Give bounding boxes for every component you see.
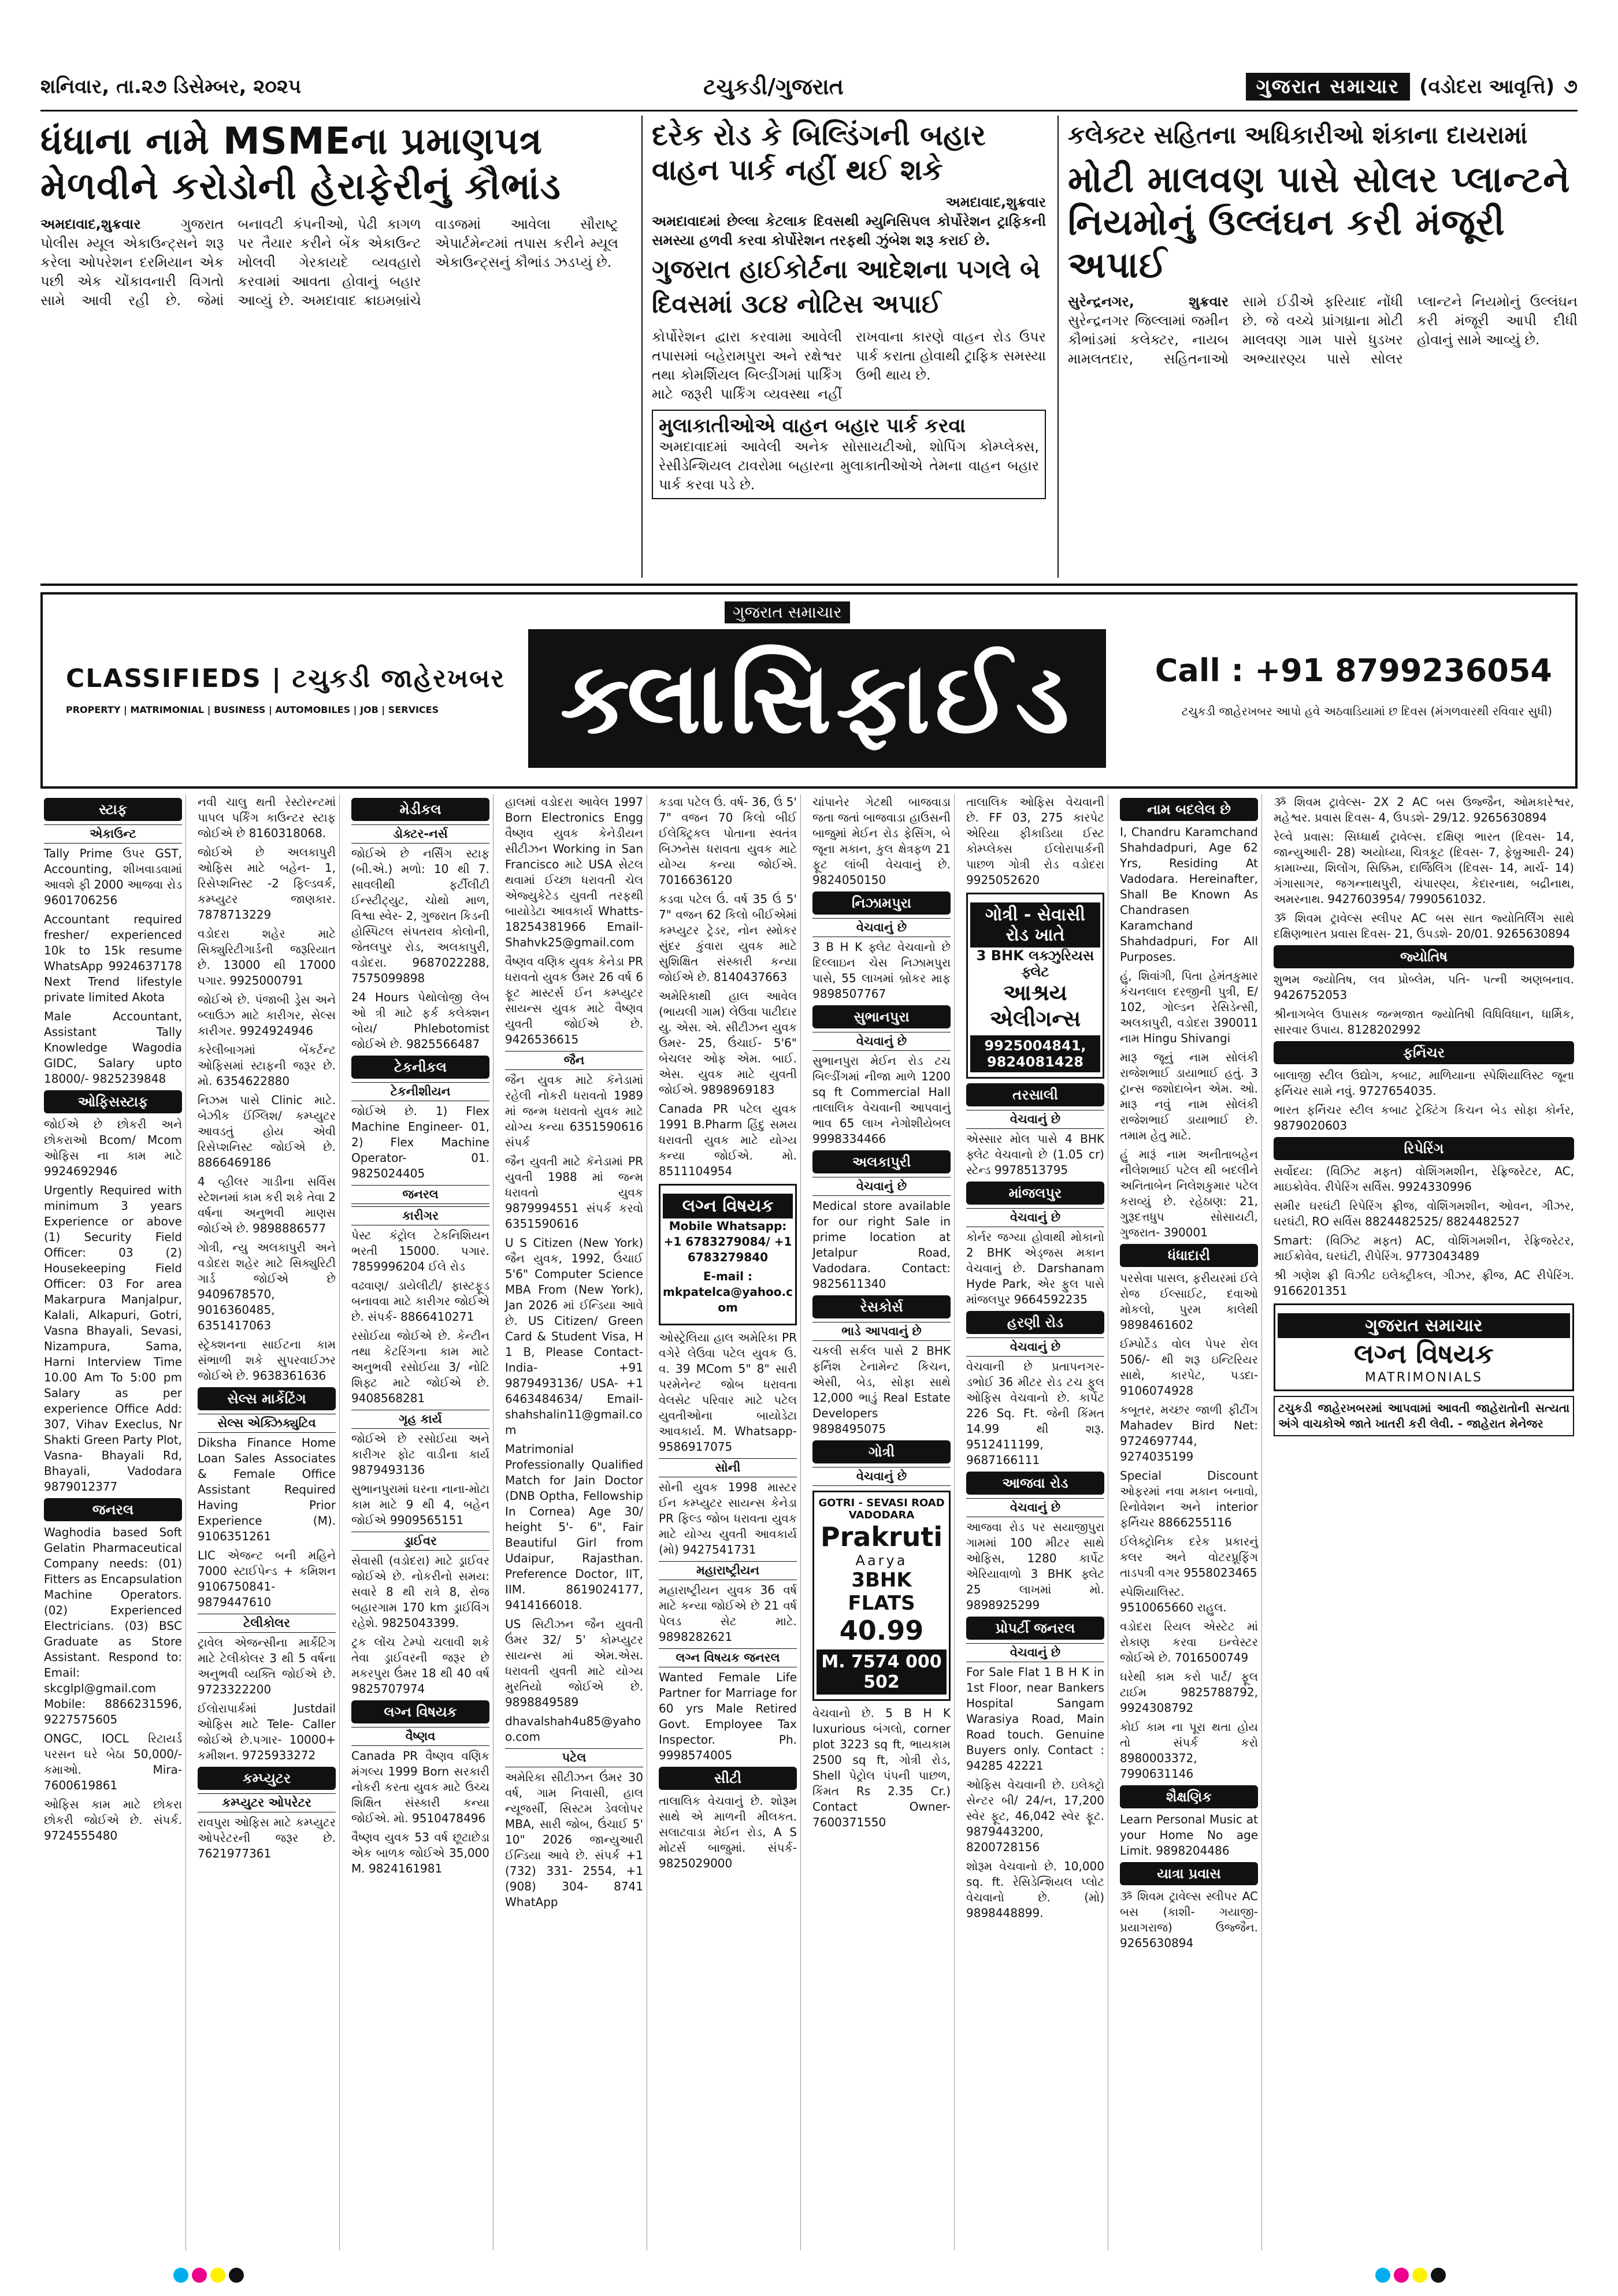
promo-matrimonial-email[interactable]: E-mail : mkpatelca@yahoo.com [663, 1269, 793, 1314]
ad-item: U S Citizen (New York) જૈન યુવક, 1992, ઉંચાઈ 5'6" Computer Science MBA From (New York), Jan 2026 માં ઈન્ડિયા આવે છે. US Citizen/ Green Card & Student Visa, H 1 B, Please Contact- India- +91 9879493136/ USA- +1 6463484634/ Email- shahshalin11@gmail.com [505, 1236, 643, 1437]
ad-item: વડોદરા રિયલ એસ્ટેટ માં રોકાણ કરવા ઇન્વેસ્ટર જોઈએ છે. 7016500749 [1120, 1619, 1258, 1665]
ad-item: વૈષ્ણવ વણિક યુવક કેનેડા PR ધરાવતો યુવક ઉંમર 26 વર્ષ 6 ફૂટ માસ્ટર્સ ઈન કમ્પ્યુટર સાયન્સ યુવક માટે વૈષ્ણવ યુવતી જોઈએ છે. 9426536615 [505, 954, 643, 1046]
ad-item: શ્રીનાગબેલ ઉપાસક જન્મજાત જ્યોતિષી વિધિવિધાન, ધાર્મિક, સારવાર ઉપાય. 8128202992 [1274, 1007, 1574, 1036]
ad-item: જોઈએ છે. પંજાબી ડ્રેસ અને બ્લાઉઝ માટે કારીગર, સેલ્સ કારીગર. 9924924946 [198, 993, 336, 1038]
category-computer: કમ્પ્યુટર [198, 1767, 336, 1790]
story-msme-text: ગુજરાત પોલીસ મ્યૂલ એકાઉન્ટ્સને શરૂ કરેલા ઓપરેશન દરમિયાન એક પછી એક ચોંકાવનારી વિગતો સામે આવી રહી છે. જેમાં બનાવટી કંપનીઓ, પેઢી કાગળ પર તૈયાર કરીને બેંક એકાઉન્ટ ખોલવી ગેરકાયદે વ્યવહારો કરવામાં આવતા હોવાનું બહાર આવ્યું છે. અમદાવાદ ક્રાઇમબ્રાંચે વાડજમાં આવેલા સૌરાષ્ટ્ર એપાર્ટમેન્ટમાં તપાસ કરીને મ્યૂલ એકાઉન્ટ્સનું કૌભાંડ ઝડપ્યું છે. [40, 216, 618, 309]
story-parking-dateline [652, 193, 1046, 212]
ads-column-2 [194, 794, 340, 2250]
ad-item: જોઈએ છે નર્સિંગ સ્ટાફ (બી.એ.) મળો: 10 થી 7. સાવલીથી ફર્ટીલીટી ઈન્સ્ટીટ્યુટ, ચોથો માળ, વિશ્વા સ્વેર- 2, ગુજરાત કિડની હોસ્પિટલ સંપતરાવ કોલોની, જેતલપુર રોડ, અલકાપુરી, વડોદરા. 9687022288, 7575099898 [351, 846, 489, 985]
ad-item: ઓફિસ કામ માટે છોકરા છોકરી જોઈએ છે. સંપર્ક. 9724555480 [44, 1797, 182, 1842]
page-number: ૭ [1564, 75, 1578, 98]
news-section [40, 116, 1578, 586]
ad-item: જોઈએ છે રસોઈયા અને કારીગર ફોટ વાડીના કાર્ય 9879493136 [351, 1432, 489, 1477]
ad-item: શુભમ જ્યોતિષ, લવ પ્રોબ્લેમ, પતિ- પત્ની અણબનાવ. 9426752053 [1274, 972, 1574, 1002]
ad-item: શોરૂમ વેચવાનો છે. 10,000 sq. ft. રેસિડેન્શિયલ પ્લોટ વેચવાનો છે. (મો) 9898448899. [966, 1859, 1104, 1920]
story-msme-dateline: અમદાવાદ,શુક્રવાર [40, 216, 141, 232]
promo-prakruti [812, 1491, 951, 1701]
yellow-dot [210, 2268, 225, 2283]
ad-item: Special Discount ઓફરમાં નવા મકાન બનાવો, રિનોવેશન અને interior ફર્નિચર 8866255116 [1120, 1469, 1258, 1529]
promo-ashray-phone: 9925004841, 9824081428 [970, 1035, 1100, 1072]
ad-item: Matrimonial Professionally Qualified Match for Jain Doctor (DNB Optha, Fellowship In Cornea) Age 30/ height 5'- 6", Fair Beautiful Girl from Udaipur, Rajasthan. Preference Doctor, IIT, IIM. 8619024177, 9414166018. [505, 1442, 643, 1612]
subcategory-housework: ગૃહ કાર્ય [351, 1410, 489, 1429]
category-name-change: નામ બદલેલ છે [1120, 798, 1258, 821]
subcategory-vaishnav: વૈષ્ણવ [351, 1727, 489, 1746]
subcategory-computer-operator: કમ્પ્યુટર ઓપરેટર [198, 1793, 336, 1812]
subcategory-for-sale: વેચવાનું છે [812, 918, 951, 937]
category-ajwa-road: આજવા રોડ [966, 1472, 1104, 1495]
ad-item: સેવાસી (વડોદરા) માટે ડ્રાઈવર જોઈએ છે. નોકરીનો સમય: સવારે 8 થી રાત્રે 8, રોજ બહારગામ 170 km ડ્રાઈવિંગ રહેશે. 9825043399. [351, 1554, 489, 1630]
subcategory-patel: પટેલ [505, 1748, 643, 1767]
promo-matrimonial [659, 1184, 797, 1325]
category-travel: યાત્રા પ્રવાસ [1120, 1862, 1258, 1885]
ad-item: 3 B H K ફ્લેટ વેચવાનો છે દિલ્લાઇન ચેસ નિઝામપુરા પાસે, 55 લાખમાં બ્રોકર માફ 9898507767 [812, 940, 951, 1001]
ad-item: બાલાજી સ્ટીલ ઉદ્યોગ, કબાટ, માળિયાના સ્પેશિયાલિસ્ટ જૂના ફર્નિચર સામે નવું. 9727654035. [1274, 1068, 1574, 1098]
story-parking-lead: અમદાવાદમાં છેલ્લા કેટલાક દિવસથી મ્યુનિસિપલ કોર્પોરેશન ટ્રાફિકની સમસ્યા હળવી કરવા કોર્પોરેશન તરફથી ઝુંબેશ શરૂ કરાઈ છે. [652, 213, 1046, 248]
ad-item: નવી ચાલુ થતી રેસ્ટોરન્ટમાં પાપલ પર્કિંગ કાઉન્ટર સ્ટાફ જોઈએ છે 8160318068. [198, 795, 336, 840]
ad-item: Smart: (વિઝિટ મફત) AC, વોશિંગમશીન, રેફ્રિજરેટર, માઈક્રોવેવ, ઘરઘંટી, રીપેરિંગ. 9773043489 [1274, 1234, 1574, 1263]
category-manjalpur: માંજલપુર [966, 1182, 1104, 1205]
ads-column-7 [963, 794, 1108, 2250]
ad-item: સર્વોદય: (વિઝિટ મફત) વોશિંગમશીન, રેફ્રિજરેટર, AC, માઇક્રોવેવ. રીપેરિંગ સર્વિસ. 9924330996 [1274, 1164, 1574, 1194]
ad-item: ONGC, IOCL રિટાયર્ડ પરસન ઘરે બેઠા 50,000/- કમાઓ. Mira- 7600619861 [44, 1732, 182, 1792]
promo-prakruti-price: 40.99 [839, 1615, 924, 1646]
story-parking-box-body: અમદાવાદમાં આવેલી અનેક સોસાયટીઓ, શોપિંગ કોમ્પ્લેક્સ, રેસીડેન્શિયલ ટાવરોમા બહારના મુલાકાતીઓએ તેમના વાહન બહાર પાર્ક કરવા પડે છે. [659, 439, 1039, 493]
masthead-block [1246, 73, 1578, 101]
ad-item: પરસેવા પાસલ, ફરીયરમાં ઈલે રોજ ઈલ્સાઈટ, દવાઓ મોકલો, પુરમ કાલેથી 9898461602 [1120, 1271, 1258, 1332]
subcategory-general: જનરલ [351, 1185, 489, 1204]
ad-item: Male Accountant, Assistant Tally Knowledge Wagodia GIDC, Salary upto 18000/- 9825239848 [44, 1009, 182, 1086]
story-parking [641, 116, 1046, 578]
story-parking-subhead: ગુજરાત હાઈકોર્ટના આદેશના પગલે બે દિવસમાં ૩૮૪ નોટિસ અપાઈ [652, 255, 1041, 319]
category-business: ધંધાદારી [1120, 1244, 1258, 1267]
subcategory-for-sale: વેચવાનું છે [966, 1498, 1104, 1517]
promo-ashray-name: આશ્રય એલીગન્સ [989, 980, 1081, 1031]
category-alkapuri: અલકાપુરી [812, 1150, 951, 1173]
cyan-dot [173, 2268, 188, 2283]
ad-item: વડોદરા શહેર માટે સિક્યુરિટીગાર્ડની જરૂરિયાત છે. 13000 થી 17000 પગાર. 9925000791 [198, 927, 336, 987]
ad-item: 24 Hours પેથોલોજી લેબ ઓ ત્રી માટે ફર્ક કલેક્શન બોય/ Phlebotomist જોઈએ છે. 9825566487 [351, 990, 489, 1051]
story-solar-text: સુરેન્દ્રનગર જિલ્લામાં જમીન કૌભાંડમાં કલેક્ટર, નાયબ મામલતદાર, સહિતનાઓ સામે ઈડીએ ફરિયાદ નોંધી છે. જે વચ્ચે પ્રાંગધ્રાના મોટી માલવણ ગામ પાસે ધુડખર અભ્યારણ્ય પાસે સોલર પ્લાન્ટને નિયમોનું ઉલ્લંઘન કરી મંજૂરી આપી દીધી હોવાનું સામે આવ્યું છે. [1068, 293, 1578, 367]
promo-prakruti-name: Prakruti [820, 1521, 943, 1552]
magenta-dot [192, 2268, 207, 2283]
promo-house-sub: MATRIMONIALS [1364, 1370, 1483, 1385]
category-nizampura: નિઝામપુરા [812, 891, 951, 915]
ads-column-9 [1270, 794, 1578, 2250]
ad-item: ઈલેક્ટ્રોનિક દરેક પ્રકારનું કલર અને વોટરપ્રૂફિંગ તાડપત્રી વગર 9558023465 [1120, 1535, 1258, 1580]
ad-item: Wanted Female Life Partner for Marriage for 60 yrs Male Retired Govt. Employee Tax Inspector. Ph. 9998574005 [659, 1670, 797, 1762]
cyan-dot [1375, 2268, 1390, 2283]
ad-item: સોની યુવક 1998 માસ્ટર ઈન કમ્પ્યુટર સાયન્સ કેનેડા PR ફિલ્ડ જોબ ધરાવતા યુવક માટે યોગ્ય યુવતી આવકાર્ય (મો) 9427541731 [659, 1480, 797, 1556]
ad-item: સુભાનપુરામાં ઘરના નાના-મોટા કામ માટે 9 થી 4, બહેન જોઈએ 9909565151 [351, 1482, 489, 1527]
ad-item: જૈન યુવતી માટે કૅનેડામાં PR યુવતી 1988 માં જન્મ ધરાવતો યુવક 9879994551 સંપર્ક કરવો 6351590616 [505, 1154, 643, 1231]
subcategory-for-sale: વેચવાનું છે [966, 1208, 1104, 1227]
subcategory-driver: ડ્રાઈવર [351, 1532, 489, 1551]
ad-item: એસ્સાર મોલ પાસે 4 BHK ફ્લેટ વેચવાનો છે (1.05 cr) સ્ટેન્ડ 9978513795 [966, 1132, 1104, 1177]
ad-item: કોર્નર જગ્યા હોવાથી મોકાનો 2 BHK એડ્જસ મકાન વેચવાનું છે. Darshanam Hyde Park, એર ફુલ પાસે માંજલપુર 9664592235 [966, 1230, 1104, 1306]
ad-item: ભારત ફર્નિચર સ્ટીલ કબાટ ટ્રેક્ટિંગ કિચન બેડ સોફા કોર્નર, 9879020603 [1274, 1103, 1574, 1132]
ad-item: ઘરેથી કામ કરો પાર્ટ/ ફૂલ ટાઈમ 9825788792, 9924308792 [1120, 1670, 1258, 1715]
ads-column-4 [502, 794, 647, 2250]
subcategory-technician: ટેકનીશીયન [351, 1082, 489, 1101]
ads-column-6 [809, 794, 955, 2250]
ad-item: ચાંપાનેર ગેટથી બાજવાડા જતા જતાં બાજવાડા હાઉસની બાજુમાં મેઈન રોડ ફેસિંગ, બે જૂના મકાન, કુલ ક્ષેત્રફળ 21 ફૂટ લાંબી વેચવાનું છે. 9824050150 [812, 795, 951, 887]
subcategory-for-sale: વેચવાનું છે [966, 1110, 1104, 1129]
ad-item: અમેરિકા સીટીઝન ઉંમર 30 વર્ષ, ગામ નિવાસી, હાલ ન્યૂજર્સી, સિસ્ટમ ડેવલોપર MBA, સારી જોબ, ઉંચાઈ 5' 10" 2026 જાન્યુઆરી ઈન્ડિયા આવે છે. સંપર્ક +1 (732) 331- 2554, +1 (908) 304- 8741 WhatApp [505, 1770, 643, 1909]
ads-column-8 [1116, 794, 1262, 2250]
subcategory-for-sale: વેચવાનું છે [812, 1467, 951, 1486]
subcategory-for-rent: ભાડે આપવાનું છે [812, 1322, 951, 1341]
story-parking-box-title: મુલાકાતીઓએ વાહન બહાર પાર્ક કરવા [659, 414, 966, 437]
ad-item: મારૂ જૂનું નામ સોલંકી રાજેશભાઈ ડાયાભાઈ હતું. 3 ટ્રાન્સ જશોદાબેન એમ. ઓ. મારૂ નવું નામ સોલંકી રાજેશભાઈ ડાયાભાઈ છે. તમામ હેતુ માટે. [1120, 1050, 1258, 1142]
promo-matrimonials-house-ad [1274, 1303, 1574, 1391]
subcategory-for-sale: વેચવાનું છે [812, 1032, 951, 1051]
category-office-staff: ઓફિસસ્ટાફ [44, 1090, 182, 1113]
ad-item: ૐ શિવમ ટ્રાવેલ્સ સ્લીપર AC બસ (કાશી- ગયાજી- પ્રયાગરાજ) ઉજ્જૈન. 9265630894 [1120, 1889, 1258, 1950]
ad-item: dhavalshah4u85@yahoo.com [505, 1714, 641, 1744]
masthead-logo: ગુજરાત સમાચાર [1246, 73, 1410, 101]
ad-item: Urgently Required with minimum 3 years Experience or above (1) Security Field Officer: 03 (2) Housekeeping Field Officer: 03 For area Makarpura Manjalpur, Kalali, Alkapuri, Gotri, Vasna Bhayali, Sevasi, Nizampura, Sama, Harni Interview Time 10.00 Am To 5:00 pm Salary as per experience Office Add: 307, Vihav Execlus, Nr Shakti Green Party Plot, Vasna- Bhayali Rd, Bhayali, Vadodara 9879012377 [44, 1183, 182, 1493]
subcategory-accounts: એકાઉન્ટ [44, 824, 182, 844]
subcategory-doctor-nurse: ડોક્ટર-નર્સ [351, 824, 489, 844]
ad-item: સમીર ઘરઘંટી રિપેરિંગ ફ્રીજ, વોશિંગમશીન, ઓવન, ગીઝર, ઘરઘંટી, RO સર્વિસ 8824482525/ 8824482527 [1274, 1199, 1574, 1228]
ad-item: Medical store available for our right Sale in prime location at Jetalpur Road, Vadodara. Contact: 9825611340 [812, 1199, 951, 1291]
ad-item: સ્ટ્રેક્શનના સાઈટના કામ સંભાળી શકે સુપરવાઈઝર જોઈએ છે. 9638361636 [198, 1338, 336, 1383]
ad-item: વેચવાનો છે. 5 B H K luxurious બંગલો, corner plot 3223 sq ft, ભાયકામ 2500 sq ft, ગોત્રી રોડ, Shell પેટ્રોલ પંપની પાછળ, કિંમત Rs 2.35 Cr.) Contact Owner- 7600371550 [812, 1706, 951, 1829]
story-solar-kicker: કલેક્ટર સહિતના અધિકારીઓ શંકાના દાયરામાં [1068, 121, 1528, 149]
ad-item: કરેલીબાગમાં બેંકર્ટન્ટ ઓફિસમાં સ્ટાફની જરૂર છે. મો. 6354622880 [198, 1043, 336, 1088]
story-solar-dateline: સુરેન્દ્રનગર, શુક્રવાર [1068, 293, 1229, 310]
ad-item: Tally Prime ઉપર GST, Accounting, શીખવાડવામાં આવશે ફી 2000 આજવા રોડ 9601706256 [44, 846, 182, 907]
ad-item: ચકલી સર્કલ પાસે 2 BHK ફર્નિશ ટેનામેન્ટ કિચન, એસી, બેડ, સોફા સાથે 12,000 ભાડું Real Estate Developers 9898495075 [812, 1344, 951, 1436]
story-parking-body: કોર્પોરેશન દ્વારા કરવામા આવેલી તપાસમાં બહેરામપુરા અને રક્ષેશ્વર તથા કોમર્શિયલ બિલ્ડીંગમાં પાર્કિંગ માટે જરૂરી પાર્કિંગ વ્યવસ્થા નહીં રાખવાના કારણે વાહન રોડ ઉપર પાર્ક કરાતા હોવાથી ટ્રાફિક સમસ્યા ઉભી થાય છે. [652, 329, 1046, 402]
subcategory-artisan: કારીગર [351, 1206, 489, 1225]
ad-item: ૐ શિવમ ટ્રાવેલ્સ સ્લીપર AC બસ સાત જ્યોતિર્લિંગ સાથે દક્ષિણભારત પ્રવાસ દિવસ- 21, ઉપડશે- 20/01. 9265630894 [1274, 911, 1574, 941]
issue-date: શનિવાર, તા.૨૭ ડિસેમ્બર, ૨૦૨૫ [40, 75, 302, 98]
newspaper-page [40, 64, 1578, 2259]
ad-item: સુભાનપુરા મેઈન રોડ ટચ બિલ્ડીંગમાં નીજા માળે 1200 sq ft Commercial Hall તાલાલિક વેચવાની આપવાનું ભાવ 65 લાખ નેગોશીયેબલ 9998334466 [812, 1054, 951, 1146]
classified-ads [40, 794, 1578, 2250]
category-general: જનરલ [44, 1498, 182, 1521]
story-msme-headline: ધંધાના નામે MSMEના પ્રમાણપત્ર મેળવીને કરોડોની હેરાફેરીનું કૌભાંડ [40, 120, 561, 208]
print-registration-dots-right [1375, 2268, 1446, 2283]
ad-item: For Sale Flat 1 B H K in 1st Floor, near Bankers Hospital Sangam Warasiya Road, Main Road touch. Genuine Buyers only. Contact : 94285 42221 [966, 1665, 1104, 1773]
promo-matrimonial-phone: Mobile Whatsapp: +1 6783279084/ +1 6783279840 [663, 1219, 792, 1264]
ad-item: કડવા પટેલ ઉં. વર્ષ- 36, ઉં 5' 7" વજન 70 કિલો બીઈ ઈલેક્ટ્રિકલ પોતાના સ્વતંત્ર બિઝનેસ ધરાવતા યુવક માટે યોગ્ય કન્યા જોઈએ. 7016636120 [659, 795, 797, 887]
ad-item: અમેરિકાથી હાલ આવેલ (ભાયલી ગામ) લેઉવા પાટીદાર યુ. એસ. એ. સીટીઝન યુવક ઉમર- 25, ઉંચાઈ- 5'6" બેચલર ઓફ એમ. બાઈ. એસ. યુવક માટે યુવતી જોઈએ. 9898969183 [659, 989, 797, 1097]
ad-item: ૐ શિવમ ટ્રાવેલ્સ- 2X 2 AC બસ ઉજ્જૈન, ઓમકારેશ્વર, મહેશ્વર. પ્રવાસ દિવસ- 4, ઉપડશે- 29/12. 9265630894 [1274, 795, 1574, 824]
section-title: ટચુકડી/ગુજરાત [703, 73, 844, 99]
ad-item: વઢવાણ/ ડાયેલીટી/ ફાસ્ટફૂડ બનાવવા માટે કારીગર જોઈએ છે. સંપર્ક- 8866410271 [351, 1279, 489, 1324]
ad-item: આજવા રોડ પર સયાજીપુરા ગામમાં 100 મીટર સાથે ઓફિસ, 1280 કાર્પેટ એરિયાવાળો 3 BHK ફ્લેટ 25 લાખમાં મો. 9898925299 [966, 1520, 1104, 1612]
ad-item: LIC એજન્ટ બની મહિને 7000 સ્ટાઈપેન્ડ + કમિશન 9106750841- 9879447610 [198, 1548, 336, 1609]
category-city: સીટી [659, 1767, 797, 1790]
category-medical: મેડીકલ [351, 798, 489, 821]
ad-item: શ્રી ગણેશ ફ્રી વિઝીટ ઇલેક્ટ્રીકલ, ગીઝર, ફ્રીજ, AC રીપેરિંગ. 9166201351 [1274, 1268, 1574, 1298]
subcategory-for-sale: વેચવાનું છે [812, 1177, 951, 1196]
ad-item: કોઈ કામ ના પૂરા થતા હોય તો સંપર્ક કરો 8980003372, 7990631146 [1120, 1720, 1258, 1781]
ad-item: ગોત્રી, ન્યુ અલકાપુરી અને વડોદરા શહેર માટે સિક્યુરિટી ગાર્ડ જોઈએ છે 9409678570, 9016360485, 6351417063 [198, 1240, 336, 1332]
category-technical: ટેકનીકલ [351, 1056, 489, 1079]
subcategory-for-sale: વેચવાનું છે [966, 1643, 1104, 1662]
ad-item: વેચવાની છે પ્રતાપનગર- ડભોઈ 36 મીટર રોડ ટચ ફુલ ઓફિસ વેચવાનો છે. કાર્પેટ 226 Sq. Ft. જેની કિંમત 14.99 થી શરૂ. 9512411199, 9687166111 [966, 1359, 1104, 1467]
ad-item: કડવા પટેલ ઉં. વર્ષ 35 ઉં 5' 7" વજન 62 કિલો બીઈએમાં કમ્પ્યુટર ટ્રેડર, નોન સ્મોકર સુંદર કુંવારા યુવક માટે સુશિક્ષિત સંસ્કારી કન્યા જોઈએ છે. 8140437663 [659, 892, 797, 984]
ad-item: રેલ્વે પ્રવાસ: સિધ્ધાર્થ ટ્રાવેલ્સ. દક્ષિણ ભારત (દિવસ- 14, જાન્યુઆરી- 28) અયોધ્યા, ચિત્રકૂટ (દિવસ- 7, ફેબ્રુઆરી- 24) કામાખ્યા, શિલોંગ, સિક્કિમ, દાર્જિલિંગ (દિવસ- 14, માર્ચ- 14) ગંગાસાગર, જગન્નાથપુરી, ચંપારણ્ય, કેદારનાથ, બદ્રીનાથ, અમરનાથ. 9427603954/ 7990561032. [1274, 830, 1574, 906]
subcategory-sales-exec: સેલ્સ એક્ઝિક્યુટિવ [198, 1414, 336, 1433]
ad-item: હું મારૂં નામ અનીતાબહેન નીલેશભાઈ પટેલ થી બદલીને અનિતાબેન નિલેશકુમાર પટેલ કરાવ્યું છે. રહેઠાણ: 21, ગુરૂદત્તધુપ સોસાયટી, ગુજરાત- 390001 [1120, 1147, 1258, 1239]
disclaimer-note: ટચુકડી જાહેરખબરમાં આપવામાં આવતી જાહેરાતોની સત્યતા અંગે વાચકોએ જાતે ખાતરી કરી લેવી. - જાહેરાત મેનેજર [1274, 1396, 1574, 1436]
print-registration-dots-left [173, 2268, 244, 2283]
category-furniture: ફર્નિચર [1274, 1041, 1574, 1064]
category-repairing: રિપેરિંગ [1274, 1137, 1574, 1160]
promo-matrimonial-title: લગ્ન વિષયક [663, 1194, 793, 1218]
banner-categories: PROPERTY | MATRIMONIAL | BUSINESS | AUTOMOBILES | JOB | SERVICES [66, 704, 439, 715]
ad-item: 4 વ્હીલર ગાડીના સર્વિસ સ્ટેશનમાં કામ કરી શકે તેવા 2 વર્ષના અનુભવી માણસ જોઈએ છે. 9898886577 [198, 1175, 336, 1235]
subcategory-telecaller: ટેલીકોલર [198, 1614, 336, 1633]
black-dot [229, 2268, 244, 2283]
promo-house-masthead: ગુજરાત સમાચાર [1278, 1313, 1570, 1338]
story-solar-headline: મોટી માલવણ પાસે સોલર પ્લાન્ટને નિયમોનું ઉલ્લંઘન કરી મંજૂરી અપાઈ [1068, 158, 1571, 286]
promo-ashray-title: ગોત્રી - સેવાસી રોડ ખાતે [970, 902, 1100, 948]
category-gotri: ગોત્રી [812, 1440, 951, 1463]
story-msme-body [40, 215, 618, 310]
classifieds-banner [40, 592, 1578, 789]
promo-prakruti-flats: 3BHK FLATS [848, 1569, 915, 1615]
subcategory-soni: સોની [659, 1458, 797, 1477]
edition-label: (વડોદરા આવૃત્તિ) [1419, 75, 1555, 98]
ad-item: ટ્રક લોંચ ટેમ્પો ચલાવી શકે તેવા ડ્રાઈવરની જરૂર છે મકરપુરા ઉંમર 18 થી 40 વર્ષ 9825707974 [351, 1635, 489, 1696]
category-astrology: જ્યોતિષ [1274, 945, 1574, 968]
ad-item: જોઈએ છે. 1) Flex Machine Engineer- 01, 2) Flex Machine Operator- 01. 9825024405 [351, 1104, 489, 1180]
story-msme [40, 116, 618, 578]
promo-house-title: લગ્ન વિષયક [1353, 1338, 1494, 1369]
ad-item: પેસ્ટ કંટ્રોલ ટેકનિશિયન ભરતી 15000. પગાર. 7859996204 ઈલે રોડ [351, 1228, 489, 1273]
ad-item: I, Chandru Karamchand Shahdadpuri, Age 62 Yrs, Residing At Vadodara. Hereinafter, Shall Be Known As Chandrasen Karamchand Shahdadpuri, For All Purposes. [1120, 825, 1258, 964]
ad-item: જૈન યુવક માટે કૅનેડામાં રહેલી નોકરી ધરાવતો 1989 માં જન્મ ધરાવતો યુવક માટે યોગ્ય કન્યા 6351590616 સંપર્ક [505, 1073, 643, 1149]
category-matrimonial: લગ્ન વિષયક [351, 1700, 489, 1723]
subcategory-jain: જૈન [505, 1051, 643, 1070]
category-subhanpura: સુભાનપુરા [812, 1005, 951, 1028]
ads-column-5 [655, 794, 801, 2250]
page-header [40, 64, 1578, 112]
banner-big-word: ક્લાસિફાઈડ [528, 629, 1106, 768]
ad-item: જોઈએ છે છોકરી અને છોકરાઓ Bcom/ Mcom ઓફિસ ના કામ માટે 9924692946 [44, 1117, 182, 1178]
ad-item: Waghodia based Soft Gelatin Pharmaceutical Company needs: (01) Fitters as Encapsulation Machine Operators. (02) Experienced Electricians. (03) BSC Graduate as Store Assistant. Respond to: Email: skcglpl@gmail.com Mobile: 8866231596, 9227575605 [44, 1525, 182, 1726]
ad-item: નિઝમ પાસે Clinic માટે. બેઝીક ઈંગ્લિશ/ કમ્પ્યુટર આવડતું હોય એવી રિસેપ્શનિસ્ટ જોઈએ છે. 8866469186 [198, 1093, 336, 1169]
story-solar [1057, 116, 1578, 578]
ad-item: Canada PR વૈષ્ણવ વણિક મંગલ્ય 1999 Born સરકારી નોકરી કરતા યુવક માટે ઉચ્ચ શિક્ષિત સંસ્કારી કન્યા જોઈએ. મો. 9510478496 [351, 1749, 489, 1825]
category-sales-marketing: સેલ્સ માર્કેટિંગ [198, 1387, 336, 1410]
story-parking-headline: દરેક રોડ કે બિલ્ડિંગની બહાર વાહન પાર્ક નહીં થઈ શકે [652, 118, 986, 187]
promo-prakruti-sub: Aarya [855, 1552, 908, 1569]
banner-classifieds-title: CLASSIFIEDS | ટચુકડી જાહેરખબર [66, 664, 506, 693]
story-parking-dateline-text: અમદાવાદ,શુક્રવાર [945, 194, 1046, 210]
promo-prakruti-location: GOTRI - SEVASI ROAD VADODARA [818, 1497, 945, 1521]
ad-item: Diksha Finance Home Loan Sales Associates & Female Office Assistant Required Having Prior Experience (M). 9106351261 [198, 1436, 336, 1543]
subcategory-for-sale: વેચવાનું છે [966, 1338, 1104, 1357]
ad-item: રસોઈયા જોઈએ છે. કેન્ટીન તથા કેટરિંગના કામ માટે અનુભવી રસોઈયા 3/ નોટિ શિફ્ટ માટે જોઈએ છે. 9408568281 [351, 1329, 489, 1405]
ad-item: ઈમ્પોર્ટેડ વોલ પેપર રોલ 506/- થી શરૂ ઇન્ટિરિયર સાથે, કારપેટ, પડદા- 9106074928 [1120, 1337, 1258, 1398]
banner-phone[interactable]: Call : +91 8799236054 [1155, 652, 1552, 689]
black-dot [1431, 2268, 1446, 2283]
category-staff: સ્ટાફ [44, 798, 182, 821]
ad-item: કબૂતર, મચ્છર જાળી ફીટીંગ Mahadev Bird Net: 9724697744, 9274035199 [1120, 1403, 1258, 1463]
ad-item: સ્પેશિયાલિસ્ટ. 9510065660 રાહુલ. [1120, 1585, 1227, 1614]
story-solar-body [1068, 292, 1578, 369]
promo-ashray [966, 893, 1104, 1079]
ad-item: ટ્રાવેલ એજન્સીના માર્કેટિંગ માટે ટેલીકોલર 3 થી 5 વર્ષના અનુભવી વ્યક્તિ જોઈએ છે. 9723322200 [198, 1636, 336, 1696]
ad-item: રાવપુરા ઓફિસ માટે કમ્પ્યુટર ઓપરેટરની જરૂર છે. 7621977361 [198, 1815, 336, 1860]
ad-item: ઈલોરાપાર્કમાં Justdail ઓફિસ માટે Tele- Caller જોઈએ છે.પગાર- 10000+ કમીશન. 9725933272 [198, 1701, 336, 1762]
category-property-general: પ્રોપર્ટી જનરલ [966, 1617, 1104, 1640]
ad-item: હું, શિવાંગી, પિતા હેમંતકુમાર કંચનલાલ દરજીની પુત્રી, E/ 102, ગોલ્ડન રેસિડેન્સી, અલકાપુરી, વડોદરા 390011 નામ Hingu Shivangi [1120, 969, 1258, 1045]
subcategory-maharashtrian: મહારાષ્ટ્રીયન [659, 1561, 797, 1580]
promo-ashray-line: 3 BHK લક્ઝુરિયસ ફ્લેટ [976, 948, 1094, 980]
magenta-dot [1394, 2268, 1409, 2283]
category-harni-road: હરણી રોડ [966, 1311, 1104, 1334]
category-tarsali: તરસાલી [966, 1083, 1104, 1106]
ad-item: તાલાલિક ઓફિસ વેચવાની છે. FF 03, 275 કારપેટ એરિયા ફીકાડિયા ઈસ્ટ કોમ્પ્લેક્સ ઈલોરાપાર્કની પાછળ ગોત્રી રોડ વડોદરા 9925052620 [966, 795, 1104, 887]
ad-item: હાલમાં વડોદરા આવેલ 1997 Born Electronics Engg વૈષ્ણવ યુવક કેનેડીયન સીટીઝન Working in San Francisco માટે USA સેટલ થવામાં ઈચ્છા ધરાવતી ચેલ એજ્યુકેટેડ યુવતી તરફથી બાયોડેટા આવકાર્ય Whatts- 18254381966 Email- Shahvk25@gmail.com [505, 795, 643, 949]
ad-item: ઓફિસ વેચવાની છે. ઇલેક્ટ્રો સેન્ટર બી/ 24/ન, 17,200 સ્વેર ફૂટ, 46,042 સ્વેર ફૂટ. 9879443200, 8200728156 [966, 1778, 1104, 1854]
ad-item: US સિટીઝન જૈન યુવતી ઉંમર 32/ 5' કોમ્પ્યુટર સાયન્સ માં એમ.એસ. ધરાવતી યુવતી માટે યોગ્ય મુરતિયો જોઈએ છે. 9898849589 [505, 1617, 643, 1709]
ad-item: Learn Personal Music at your Home No age Limit. 9898204486 [1120, 1812, 1258, 1857]
story-parking-box [652, 410, 1046, 499]
subcategory-matrimonial-general: લગ્ન વિષયક જનરલ [659, 1648, 797, 1667]
ads-column-1 [40, 794, 186, 2250]
ad-item: ઓસ્ટ્રેલિયા હાલ અમેરિકા PR વગેરે લેઉવા પટેલ યુવક ઉ. વ. 39 MCom 5" 8" સારી પરમેનેન્ટ જોબ ધરાવતા વેલસેટ પરિવાર માટે પટેલ યુવતીઓના બાયોડેટા આવકાર્ય. M. Whatsapp- 9586917075 [659, 1331, 797, 1454]
category-racecourse: રેસકોર્સ [812, 1295, 951, 1318]
banner-phone-note: ટચુકડી જાહેરખબર આપો હવે અઠવાડિયામાં છ દિવસ (મંગળવારથી રવિવાર સુધી) [1181, 704, 1552, 718]
promo-prakruti-phone: M. 7574 000 502 [817, 1649, 947, 1695]
ad-item: મહારાષ્ટ્રીયન યુવક 36 વર્ષ માટે કન્યા જોઈએ છે 21 વર્ષ પેલડ સેટ માટે. 9898282621 [659, 1583, 797, 1644]
ad-item: જોઈએ છે અલકાપુરી ઓફિસ માટે બહેન- 1, રિસેપ્શનિસ્ટ -2 ફિલ્ડવર્ક, કમ્પ્યુટર જાણકાર. 7878713229 [198, 845, 336, 922]
ads-column-3 [348, 794, 493, 2250]
ad-item: Canada PR પટેલ યુવક 1991 B.Pharm હિંદુ સમય ધરાવતી યુવક માટે યોગ્ય કન્યા જોઈએ. મો. 8511104954 [659, 1102, 797, 1178]
ad-item: તાલાલિક વેચવાનું છે. શોરૂમ સાથે એ માળની મીલકત. સલાટવાડા મેઈન રોડ, A S મોટર્સ બાજુમાં. સંપર્ક- 9825029000 [659, 1794, 797, 1870]
ad-item: Accountant required fresher/ experienced 10k to 15k resume WhatsApp 9924637178 Next Trend lifestyle private limited Akota [44, 912, 182, 1004]
category-education: શૈક્ષણિક [1120, 1785, 1258, 1808]
banner-masthead: ગુજરાત સમાચાર [725, 601, 850, 623]
yellow-dot [1412, 2268, 1427, 2283]
ad-item: વૈષ્ણવ યુવક 53 વર્ષ છૂટાછેડા એક બાળક જોઈએ 35,000 M. 9824161981 [351, 1830, 489, 1875]
